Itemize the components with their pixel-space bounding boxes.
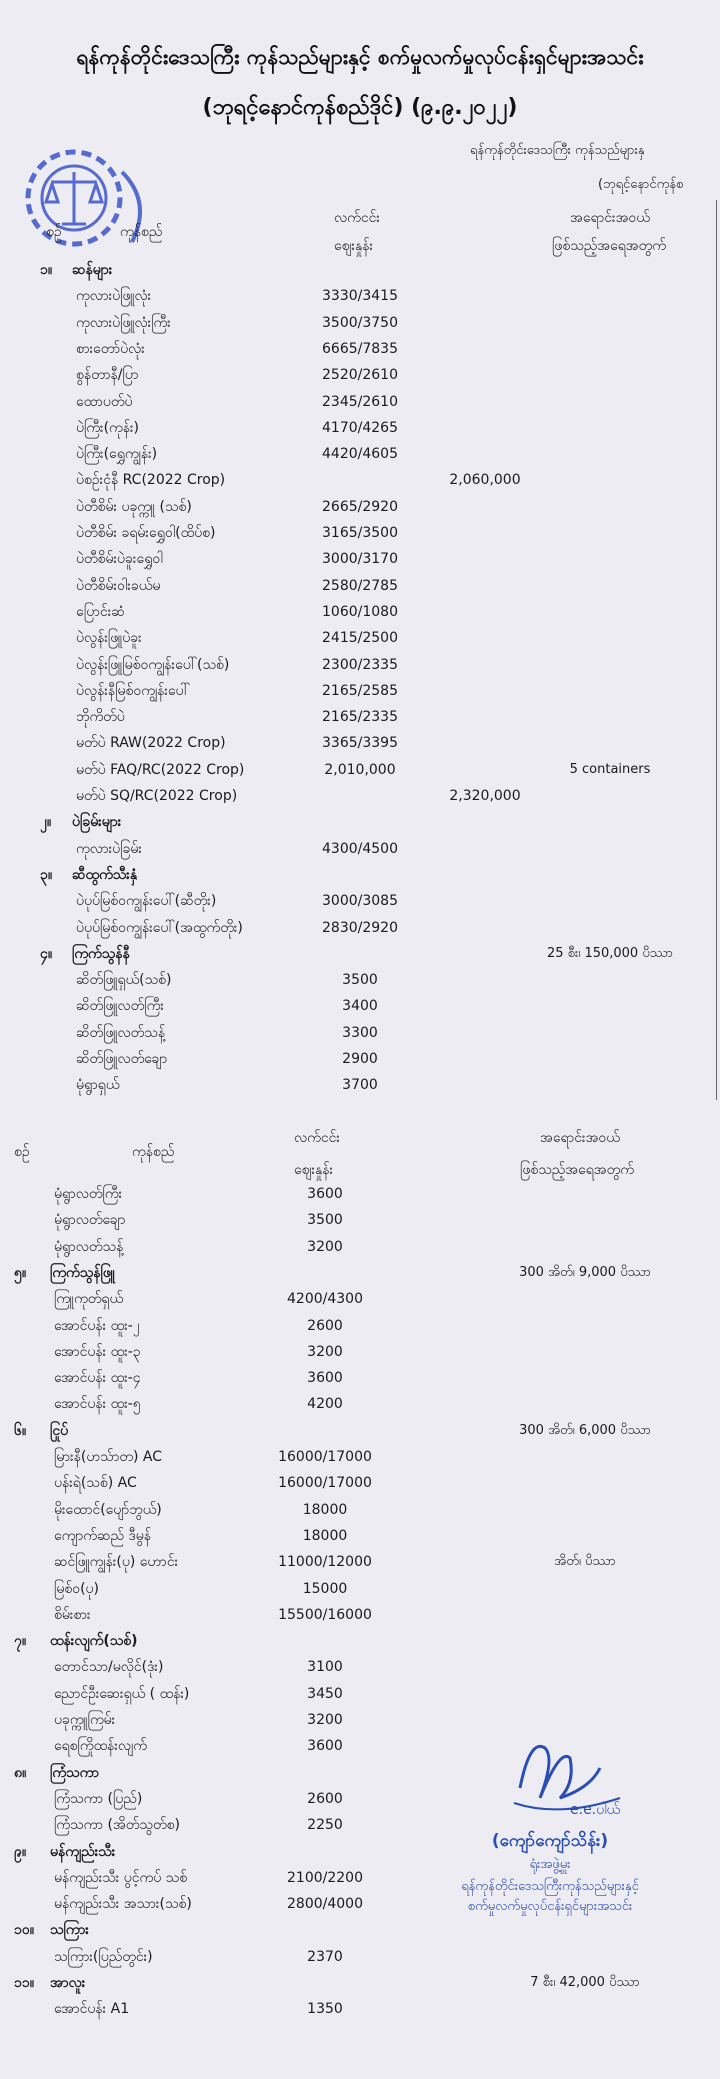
item-name: မုံရွာလတ်ချော	[54, 1212, 126, 1229]
repeat-header-line1: ရန်ကုန်တိုင်းဒေသကြီး ကုန်သည်များနှ	[470, 143, 645, 158]
table-row	[0, 731, 720, 755]
item-name: ကြံသကာ (ပြည်)	[54, 1790, 143, 1807]
item-name: အောင်ပန်း ထူး-၃	[54, 1343, 141, 1360]
row-number: ၉။	[14, 1843, 27, 1860]
table-row	[0, 968, 720, 992]
item-price: 3200	[307, 1238, 343, 1255]
table-row	[0, 521, 720, 545]
signatory-name: (ကျော်ကျော်သိန်း)	[491, 1831, 609, 1851]
item-name: ပဲတီစိမ်း ခရမ်းရွှေဝါ(ထိပ်စ)	[76, 525, 216, 541]
category-row	[0, 810, 720, 834]
item-price: 2300/2335	[322, 656, 398, 673]
item-price-alt: 2,320,000	[449, 788, 521, 804]
table-row	[0, 1047, 720, 1071]
signature-scribble-icon	[500, 1728, 630, 1828]
col-no-header: စဉ်	[46, 224, 62, 240]
category-name: ကြံသကာ	[50, 1764, 100, 1781]
table-row	[0, 1392, 720, 1416]
item-price: 6665/7835	[322, 340, 398, 357]
item-name: မုံရွာရှယ်	[76, 1077, 120, 1094]
category-row	[0, 863, 720, 887]
item-name: ဘိုကိတ်ပဲ	[76, 709, 125, 726]
category-name: သကြား	[50, 1922, 89, 1939]
page-subtitle: (ဘုရင့်နောင်ကုန်စည်ဒိုင်) (၉.၉.၂၀၂၂)	[202, 95, 518, 120]
row-number: ၁၁။	[14, 1975, 34, 1991]
table-row	[0, 705, 720, 729]
item-name: ပန်းရဲ(သစ်) AC	[54, 1475, 137, 1492]
table-row	[0, 1997, 720, 2021]
item-price: 3700	[342, 1077, 378, 1094]
item-price: 3200	[307, 1712, 343, 1728]
item-name: ပဲပုပ်မြစ်ဝကျွန်းပေါ်(အထွက်တိုး)	[76, 919, 243, 936]
item-name: ဆိတ်ဖြူလတ်ကြီး	[76, 998, 164, 1015]
table-row	[0, 1287, 720, 1311]
table-row	[0, 1314, 720, 1338]
signatory-org-line2: စက်မှုလက်မှုလုပ်ငန်းရှင်များအသင်း	[467, 1899, 633, 1914]
col-item-header: ကုန်စည်	[120, 224, 163, 240]
table-row	[0, 600, 720, 624]
table-row	[0, 363, 720, 387]
table-row	[0, 416, 720, 440]
item-name: ပဲလွန်းဖြူမြစ်ဝကျွန်းပေါ်(သစ်)	[76, 656, 230, 673]
table-row	[0, 284, 720, 308]
table-row	[0, 337, 720, 361]
item-name: အောင်ပန်း ထူး-၄	[54, 1370, 141, 1387]
item-name: မုံရွာလတ်သန့်	[54, 1238, 124, 1255]
signature-scribble-text: e.e.ပါယ်	[570, 1802, 621, 1818]
item-price: 2900	[342, 1051, 378, 1067]
item-name: ပြောင်းဆံ	[76, 603, 125, 620]
item-name: မတ်ပဲ RAW(2022 Crop)	[76, 735, 226, 752]
item-name: ဆိတ်ဖြူလတ်သန့်	[76, 1024, 166, 1041]
row-number: ၈။	[14, 1764, 27, 1781]
table-row	[0, 916, 720, 940]
item-price: 2800/4000	[287, 1896, 363, 1913]
item-remark: 25 စီး၊ 150,000 ပိဿာ	[546, 945, 674, 961]
row-number: ၃။	[40, 866, 53, 883]
item-price: 3600	[307, 1370, 343, 1387]
category-name: ငြုပ်	[50, 1422, 69, 1439]
item-name: မန်ကျည်းသီး ပွင့်ကပ် သစ်	[54, 1869, 188, 1886]
item-price: 2830/2920	[322, 919, 398, 936]
table-row	[0, 311, 720, 335]
item-name: အောင်ပန်း ထူး-၅	[54, 1396, 141, 1413]
table-row	[0, 390, 720, 414]
table-row	[0, 442, 720, 466]
category-row	[0, 942, 720, 966]
item-name: ပဲလွန်းဖြူပဲခူး	[76, 630, 142, 647]
col-remark-header-2-top: အရောင်းအဝယ်	[540, 1130, 620, 1146]
item-name: အောင်ပန်း ထူး-၂	[54, 1317, 140, 1334]
table-row	[0, 1498, 720, 1522]
category-name: ကြက်သွန်ဖြူ	[50, 1264, 115, 1281]
item-name: ဆိတ်ဖြူလတ်ချော	[76, 1051, 168, 1067]
item-price: 3330/3415	[322, 288, 398, 305]
signatory-org-line1: ရန်ကုန်တိုင်းဒေသကြီးကုန်သည်များနှင့်	[461, 1879, 639, 1894]
table-row	[0, 468, 720, 492]
item-price: 4300/4500	[322, 840, 398, 857]
repeat-header-line2: (ဘုရင့်နောင်ကုန်စ	[598, 177, 684, 192]
table-row	[0, 1182, 720, 1206]
item-price: 18000	[302, 1527, 348, 1544]
item-price: 2520/2610	[322, 367, 398, 384]
category-row	[0, 1629, 720, 1653]
item-price: 11000/12000	[278, 1554, 372, 1571]
category-row	[0, 258, 720, 282]
table-row	[0, 547, 720, 571]
item-name: ထောပတ်ပဲ	[76, 393, 133, 410]
item-price: 3500/3750	[322, 314, 398, 331]
table-row	[0, 837, 720, 861]
table-row	[0, 626, 720, 650]
item-price: 15000	[302, 1580, 348, 1597]
item-remark: 7 စီး၊ 42,000 ပိဿာ	[530, 1975, 640, 1990]
item-price: 3300	[342, 1024, 378, 1041]
table-row	[0, 574, 720, 598]
category-name: အာလူး	[50, 1975, 86, 1991]
table-row	[0, 889, 720, 913]
item-name: ပဲတီစိမ်း ပခုက္ကူ (သစ်)	[76, 498, 192, 515]
item-price: 18000	[302, 1501, 348, 1518]
item-price: 4200/4300	[287, 1291, 363, 1308]
item-name: မြစ်ဝ(ပု)	[54, 1580, 99, 1597]
item-name: ညောင်ဦးဆေးရှယ် ( ထန်း)	[54, 1685, 190, 1702]
item-name: ပဲစဉ်းငုံနီ RC(2022 Crop)	[76, 472, 226, 489]
item-name: ပဲတီစိမ်းပဲခူးရွှေဝါ	[76, 551, 163, 568]
category-name: မန်ကျည်းသီး	[50, 1843, 116, 1860]
item-price: 2,010,000	[324, 761, 396, 778]
item-name: ဆိတ်ဖြူရှယ်(သစ်)	[76, 972, 172, 989]
col-price-header-top: လက်ငင်း	[334, 210, 380, 226]
item-price: 3000/3085	[322, 893, 398, 910]
item-price: 3450	[307, 1685, 343, 1702]
row-number: ၇။	[14, 1633, 27, 1650]
item-name: ဆင်ဖြူကျွန်း(ပု) ဟောင်း	[54, 1554, 179, 1571]
item-price: 15500/16000	[278, 1606, 372, 1623]
item-name: ကုလားပဲခြမ်း	[76, 840, 142, 857]
item-name: မုံရွာလတ်ကြီး	[54, 1186, 123, 1202]
row-number: ၄။	[40, 945, 53, 962]
item-name: တောင်သာ/မလိုင်(ဒုံး)	[54, 1659, 164, 1676]
item-name: ကုလားပဲဖြူလုံး	[76, 288, 152, 305]
item-name: ပဲတီစိမ်းဝါးခယ်မ	[76, 577, 161, 594]
table-row	[0, 1471, 720, 1495]
table-row	[0, 1235, 720, 1259]
item-remark: အိတ်၊ ပိဿာ	[554, 1554, 616, 1570]
signatory-role: ရုံးအဖွဲ့မှူး	[529, 1857, 571, 1872]
item-name: ပဲလွန်းနီမြစ်ဝကျွန်းပေါ်	[76, 682, 190, 699]
table-row	[0, 1073, 720, 1097]
table-row	[0, 1366, 720, 1390]
col-no-header-2: စဉ်	[14, 1144, 30, 1160]
col-price-header-2-top: လက်ငင်း	[294, 1130, 340, 1146]
item-name: ပခုက္ကူကြမ်း	[54, 1712, 116, 1728]
item-price: 3200	[307, 1343, 343, 1360]
signature-block	[400, 1728, 700, 1928]
table-row	[0, 1550, 720, 1574]
item-name: စားတော်ပဲလုံး	[76, 340, 145, 357]
col-price-header-bottom: ဈေးနှုန်း	[334, 238, 374, 254]
category-row	[0, 1419, 720, 1443]
item-name: မိုးထောင်(ပျော်ဘွယ်)	[54, 1501, 162, 1518]
item-price: 2580/2785	[322, 577, 398, 594]
table-row	[0, 784, 720, 808]
item-name: အောင်ပန်း A1	[54, 2001, 130, 2018]
col-remark-header-top: အရောင်းအဝယ်	[570, 210, 650, 226]
category-row	[0, 1971, 720, 1995]
item-price: 1350	[307, 2001, 343, 2018]
item-name: ကြံသကာ (အိတ်သွတ်စ)	[54, 1817, 180, 1834]
item-name: မြားနီ(ဟသ်ာတ) AC	[54, 1449, 163, 1465]
item-name: ပဲပုပ်မြစ်ဝကျွန်းပေါ်(ဆီတိုး)	[76, 893, 217, 910]
item-price: 3100	[307, 1659, 343, 1676]
table-row	[0, 1577, 720, 1601]
item-remark: 300 အိတ်၊ 6,000 ပိဿာ	[519, 1422, 651, 1438]
category-name: ထန်းလျက်(သစ်)	[50, 1633, 138, 1650]
item-price: 2665/2920	[322, 498, 398, 515]
item-price: 3500	[307, 1212, 343, 1229]
item-price: 3500	[342, 972, 378, 989]
item-price: 3600	[307, 1186, 343, 1202]
item-price: 1060/1080	[322, 603, 398, 620]
item-name: ကုလားပဲဖြူလုံးကြီး	[76, 314, 171, 331]
item-price: 3000/3170	[322, 551, 398, 568]
row-number: ၂။	[40, 814, 52, 831]
category-name: ဆန်များ	[72, 262, 113, 278]
item-name: ရေစကြိုထန်းလျက်	[54, 1738, 147, 1755]
table-row	[0, 1208, 720, 1232]
table-row	[0, 653, 720, 677]
col-item-header-2: ကုန်စည်	[132, 1144, 175, 1160]
item-price: 2100/2200	[287, 1869, 363, 1886]
col-remark-header-bottom: ဖြစ်သည့်အရေအတွက်	[552, 238, 666, 254]
col-remark-header-2-bottom: ဖြစ်သည့်အရေအတွက်	[520, 1162, 634, 1178]
item-price: 2370	[307, 1948, 343, 1965]
table-row	[0, 1021, 720, 1045]
table-row	[0, 1682, 720, 1706]
table-row	[0, 679, 720, 703]
item-name: စွန်တာနီ/ပြာ	[76, 367, 139, 384]
item-remark: 5 containers	[569, 761, 651, 777]
item-price: 2250	[307, 1817, 343, 1834]
item-price: 2600	[307, 1317, 343, 1334]
category-row	[0, 1261, 720, 1285]
item-price: 16000/17000	[278, 1449, 372, 1465]
item-name: စိမ်းစား	[54, 1606, 91, 1623]
category-name: ဆီထွက်သီးနှံ	[72, 866, 138, 883]
category-name: ကြက်သွန်နီ	[72, 945, 130, 962]
item-price: 4170/4265	[322, 419, 398, 436]
row-number: ၁၀။	[14, 1922, 34, 1939]
item-price: 2600	[307, 1790, 343, 1807]
item-name: ကျောက်ဆည် ဒီမွန်	[54, 1527, 152, 1544]
row-number: ၁။	[40, 262, 53, 278]
item-name: ကြူကုတ်ရှယ်	[54, 1291, 124, 1308]
col-price-header-2-bottom: ဈေးနှုန်း	[294, 1162, 334, 1178]
item-price: 16000/17000	[278, 1475, 372, 1492]
table-row	[0, 495, 720, 519]
item-name: သကြား(ပြည်တွင်း)	[54, 1948, 153, 1965]
item-name: ပဲကြီး(ကုန်း)	[76, 419, 140, 436]
row-number: ၅။	[14, 1264, 27, 1281]
row-number: ၆။	[14, 1422, 27, 1439]
item-price: 4420/4605	[322, 446, 398, 463]
table-row	[0, 1603, 720, 1627]
item-price: 2165/2335	[322, 709, 398, 726]
table-row	[0, 1945, 720, 1969]
category-name: ပဲခြမ်းများ	[72, 814, 122, 831]
table-row	[0, 1340, 720, 1364]
item-price: 3165/3500	[322, 525, 398, 541]
item-name: မန်ကျည်းသီး အသား(သစ်)	[54, 1896, 192, 1913]
table-row	[0, 994, 720, 1018]
item-price: 4200	[307, 1396, 343, 1413]
table-row	[0, 1655, 720, 1679]
item-price: 3365/3395	[322, 735, 398, 752]
item-price: 2415/2500	[322, 630, 398, 647]
item-price: 3600	[307, 1738, 343, 1755]
item-price-alt: 2,060,000	[449, 472, 521, 489]
item-price: 2165/2585	[322, 682, 398, 699]
table-row	[0, 1445, 720, 1469]
item-remark: 300 အိတ်၊ 9,000 ပိဿာ	[519, 1264, 651, 1280]
page-title: ရန်ကုန်တိုင်းဒေသကြီး ကုန်သည်များနှင့် စက်မှုလက်မှုလုပ်ငန်းရှင်များအသင်း	[76, 45, 644, 69]
table-row	[0, 758, 720, 782]
table-row	[0, 1524, 720, 1548]
item-name: မတ်ပဲ SQ/RC(2022 Crop)	[76, 788, 238, 804]
item-name: ပဲကြီး(ရွှေကျွန်း)	[76, 446, 158, 463]
item-price: 2345/2610	[322, 393, 398, 410]
item-name: မတ်ပဲ FAQ/RC(2022 Crop)	[76, 761, 245, 778]
item-price: 3400	[342, 998, 378, 1015]
